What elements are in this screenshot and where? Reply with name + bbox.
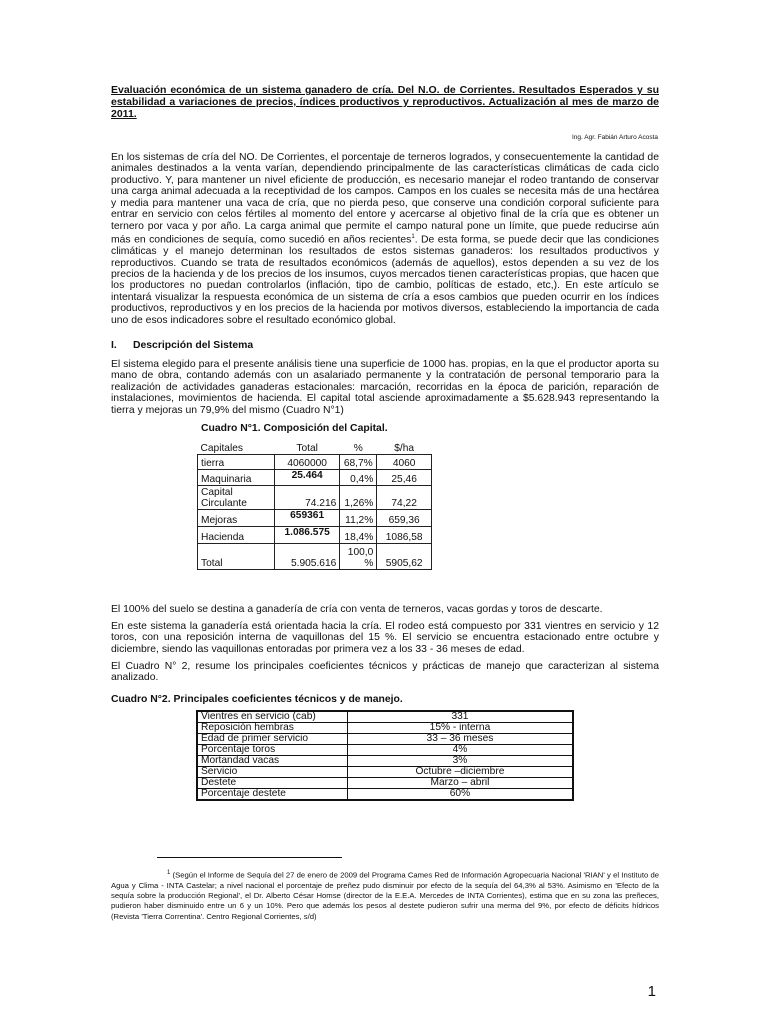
soil-paragraph: El 100% del suelo se destina a ganadería de cría con venta de terneros, vacas gordas y toros de descarte. bbox=[111, 604, 603, 615]
table-row bbox=[198, 455, 432, 470]
footnote-reference: 1 bbox=[411, 234, 415, 241]
table2-caption: Cuadro N°2. Principales coeficientes técnicos y de manejo. bbox=[111, 694, 403, 705]
footnote-text: (Según el Informe de Sequía del 27 de enero de 2009 del Programa Cames Red de Información Agropecuaria Nacional 'RIAN' y el Instituto de Agua y Clima - INTA Castelar; a nivel nacional el porcentaje de preñez pudo disminuir por efecto de la sequía del 64,3% al 53%. Asimismo en 'Efecto de la sequía sobre la producción Regional', el Dr. Alberto César Homse (director de la E.E.A. Mercedes de INTA Corrientes), estima que en su zona las preñeces, pudieron haber disminuido entre un 6 y un 10%. Pero que además los pesos al destete pudieron sufrir una merma del 9%, por efecto de déficits hídricos (Revista 'Tierra Correntina'. Centro Regional Corrientes, s/d) bbox=[111, 870, 659, 921]
table-row bbox=[197, 734, 573, 745]
table1-caption: Cuadro N°1. Composición del Capital. bbox=[201, 423, 388, 434]
table-cell: 33 – 36 meses bbox=[347, 734, 573, 745]
table-cell: Total bbox=[198, 544, 275, 570]
system-paragraph: El sistema elegido para el presente análisis tiene una superficie de 1000 has. propias, en la que el productor aporta su mano de obra, contando además con un asalariado permanente y la contratación de personal temporario para la realización de actividades ganaderas estacionales: marcación, recorridas en la época de parición, reparación de instalaciones, movimientos de hacienda. El capital total asciende aproximadamente a $5.628.943 representando la tierra y mejoras un 79,9% del mismo (Cuadro N°1) bbox=[111, 359, 659, 416]
table-cell: Destete bbox=[197, 778, 347, 789]
page-number: 1 bbox=[647, 983, 656, 1000]
table-cell: 1.086.575 bbox=[275, 527, 340, 544]
table-cell: 1,26% bbox=[340, 486, 377, 510]
table-cell: 1086,58 bbox=[377, 527, 432, 544]
footnote bbox=[111, 868, 659, 922]
table-cell: 25.464 bbox=[275, 470, 340, 486]
intro-text-b: . De esta forma, se puede decir que las condiciones climáticas y el manejo determinan los resultados de estos sistemas ganaderos: los resultados productivos y reproductivos. Cuando se trata de resultados económicos (además de aquellos), estos dependen a su vez de los precios de la hacienda y de los precios de los insumos, cuyos mercados tienen características propias, que hacen que los productores no puedan controlarlos (inflación, tipo de cambio, políticas de estado, etc,). En este artículo se intentará visualizar la respuesta económica de un sistema de cría a esos cambios que pueden ocurrir en los índices productivos, reproductivos y en los precios de la hacienda por motivos diversos, estableciendo la importancia de cada uno de esos indicadores sobre el resultado económico global. bbox=[111, 234, 659, 326]
table-cell: Mortandad vacas bbox=[197, 756, 347, 767]
table-cell: 68,7% bbox=[340, 455, 377, 470]
table-row bbox=[197, 767, 573, 778]
table-cell: Capital Circulante bbox=[198, 486, 275, 510]
table-cell: 100,0 % bbox=[340, 544, 377, 570]
herd-paragraph: En este sistema la ganadería está orientada hacia la cría. El rodeo está compuesto por 331 vientres en servicio y 12 toros, con una reposición interna de vaquillonas del 15 %. El servicio se encuentra estacionado entre octubre y diciembre, siendo las vaquillonas entoradas por primera vez a los 33 - 36 meses de edad. bbox=[111, 621, 659, 655]
table-cell: 659,36 bbox=[377, 510, 432, 527]
table-cell: Octubre –diciembre bbox=[347, 767, 573, 778]
table1-header-row bbox=[198, 440, 432, 455]
table-cell: 0,4% bbox=[340, 470, 377, 486]
table-row bbox=[197, 711, 573, 723]
table1-header-pct: % bbox=[353, 443, 363, 454]
table-cell: Vientres en servicio (cab) bbox=[197, 711, 347, 723]
table-row bbox=[198, 470, 432, 486]
table-row bbox=[198, 527, 432, 544]
table-cell: 11,2% bbox=[340, 510, 377, 527]
section-number: I. bbox=[111, 340, 117, 351]
table-cell: tierra bbox=[198, 455, 275, 470]
table-cell: 659361 bbox=[275, 510, 340, 527]
table-cell: 15% - interna bbox=[347, 723, 573, 734]
table-cell: Reposición hembras bbox=[197, 723, 347, 734]
table-cell: 25,46 bbox=[377, 470, 432, 486]
table1-header-total: Total bbox=[296, 443, 318, 454]
table1-header-capitales: Capitales bbox=[200, 443, 243, 454]
intro-paragraph bbox=[111, 152, 659, 326]
table-row bbox=[198, 510, 432, 527]
table-cell: 18,4% bbox=[340, 527, 377, 544]
table-cell: 4060 bbox=[377, 455, 432, 470]
table-row bbox=[197, 723, 573, 734]
table-cell: Maquinaria bbox=[198, 470, 275, 486]
table-row bbox=[197, 756, 573, 767]
cuadro2-intro-paragraph: El Cuadro N° 2, resume los principales coeficientes técnicos y prácticas de manejo que caracterizan al sistema analizado. bbox=[111, 661, 659, 684]
table-cell: 4060000 bbox=[275, 455, 340, 470]
table-row bbox=[198, 486, 432, 510]
section-title: Descripción del Sistema bbox=[133, 340, 254, 351]
table-cell: 3% bbox=[347, 756, 573, 767]
section-heading bbox=[111, 340, 253, 351]
table-cell: 74,22 bbox=[377, 486, 432, 510]
table-cell: 5905,62 bbox=[377, 544, 432, 570]
table-row bbox=[197, 778, 573, 789]
table-cell: Servicio bbox=[197, 767, 347, 778]
table-cell: 331 bbox=[347, 711, 573, 723]
footnote-number: 1 bbox=[167, 870, 171, 876]
table-cell: 60% bbox=[347, 789, 573, 801]
table-row bbox=[197, 789, 573, 801]
table-cell: Porcentaje destete bbox=[197, 789, 347, 801]
table-cell: Mejoras bbox=[198, 510, 275, 527]
footnote-separator bbox=[157, 857, 342, 858]
table-row bbox=[197, 745, 573, 756]
intro-text-a: En los sistemas de cría del NO. De Corrientes, el porcentaje de terneros logrados, y consecuentemente la cantidad de animales destinados a la venta varían, dependiendo principalmente de las características climáticas de cada ciclo productivo. Y, para mantener un nivel eficiente de producción, es necesario manejar el rodeo trantando de conservar una carga animal adecuada a la receptividad de los campos. Campos en los cuales se necesita más de una hectárea y media para mantener una vaca de cría, que no pierda peso, que conserve una condición corporal suficiente para entrar en servicio con celos fértiles al momento del entore y acercarse al objetivo final de la cría que es obtener un ternero por vaca y por año. La carga animal que permite el campo natural pone un límite, que puede reducirse aún más en condiciones de sequía, como sucedió en años recientes bbox=[111, 152, 659, 246]
table-cell: 74.216 bbox=[275, 486, 340, 510]
table-cell: Porcentaje toros bbox=[197, 745, 347, 756]
table1-header-ha: $/ha bbox=[394, 443, 415, 454]
table-row bbox=[198, 544, 432, 570]
table-cell: 4% bbox=[347, 745, 573, 756]
table-cell: 5.905.616 bbox=[275, 544, 340, 570]
coefficients-table bbox=[196, 710, 574, 801]
table-cell: Marzo – abril bbox=[347, 778, 573, 789]
table-cell: Hacienda bbox=[198, 527, 275, 544]
table-cell: Edad de primer servicio bbox=[197, 734, 347, 745]
author-name: Ing. Agr. Fabián Arturo Acosta bbox=[572, 134, 658, 141]
capital-table bbox=[197, 440, 432, 570]
document-title: Evaluación económica de un sistema ganadero de cría. Del N.O. de Corrientes. Resultados Esperados y su estabilidad a variaciones de precios, índices productivos y reproductivos. Actualización al mes de marzo de 2011. bbox=[111, 84, 659, 120]
